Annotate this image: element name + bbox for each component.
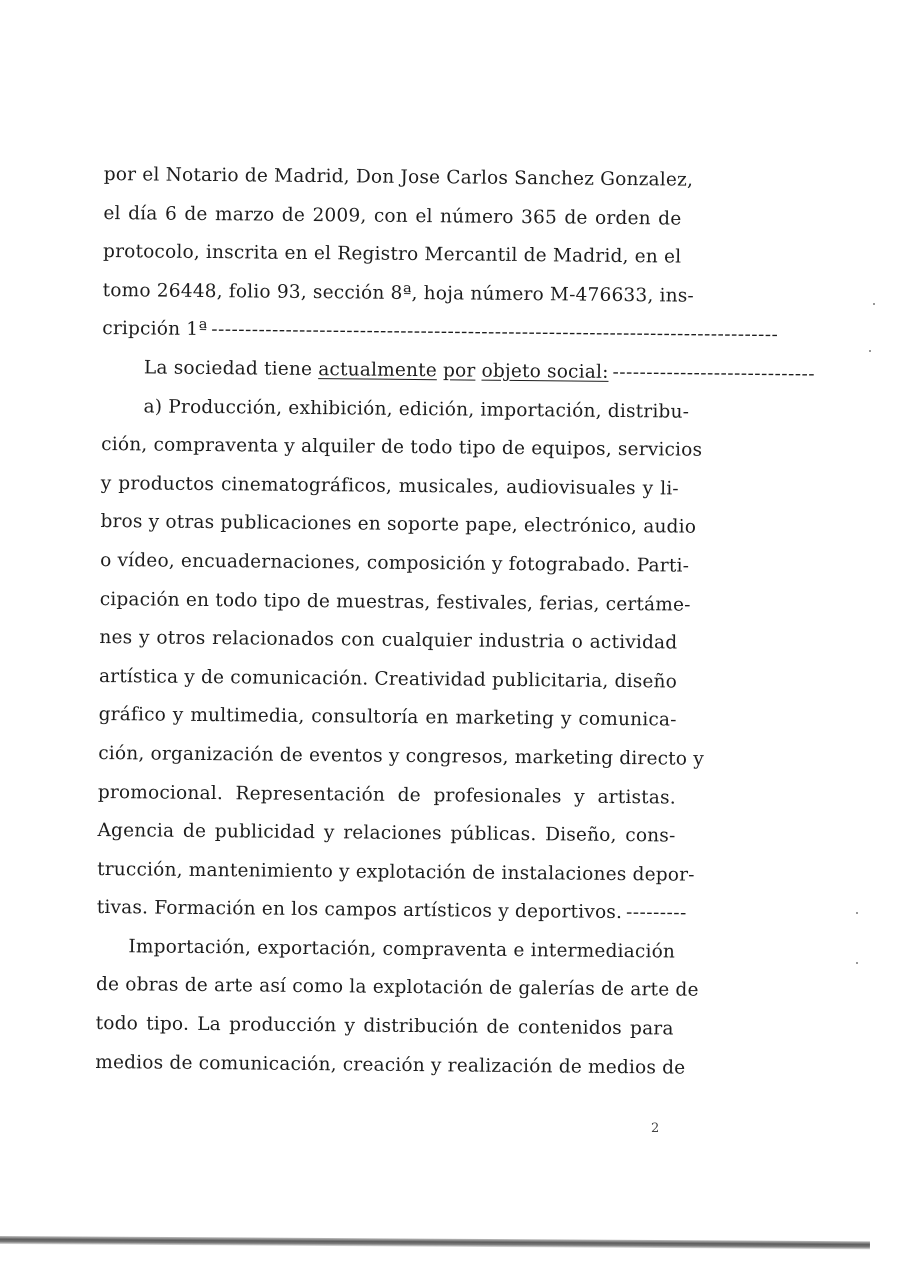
paragraph-a-line-12: Agencia de publicidad y relaciones públicas. Diseño, cons- xyxy=(97,820,676,847)
document-body xyxy=(95,156,816,1088)
object-intro-line xyxy=(102,349,816,393)
paragraph-a-line-3: y productos cinematográficos, musicales, audiovisuales y li- xyxy=(100,472,679,500)
object-intro-text xyxy=(144,349,609,392)
scan-speck xyxy=(869,350,871,352)
paragraph-a-line-1: a) Producción, exhibición, edición, importación, distribu- xyxy=(143,395,690,423)
paragraph-b-line-3: todo tipo. La producción y distribución de contenidos para xyxy=(95,1013,674,1040)
paragraph-a-line-4: bros y otras publicaciones en soporte pape, electrónico, audio xyxy=(100,511,697,539)
underlined-word-por: por xyxy=(442,360,476,382)
dash-filler: ------------------------------ xyxy=(612,361,816,385)
dash-filler: --------- xyxy=(626,902,687,924)
text-line-5 xyxy=(102,310,779,354)
paragraph-a-line-7: nes y otros relacionados con cualquier industria o actividad xyxy=(99,627,678,654)
scan-speck xyxy=(856,962,858,964)
paragraph-b-line-1: Importación, exportación, compraventa e intermediación xyxy=(128,936,676,963)
scan-speck xyxy=(873,303,875,305)
paragraph-a-line-11: promocional. Representación de profesionales y artistas. xyxy=(97,781,676,809)
paragraph-a-line-13: trucción, mantenimiento y explotación de instalaciones depor- xyxy=(97,858,695,886)
paragraph-b-line-2: de obras de arte así como la explotación de galerías de arte de xyxy=(95,974,699,1002)
inscription-text: cripción 1ª xyxy=(102,318,208,341)
paragraph-a-line-6: cipación en todo tipo de muestras, festivales, ferias, certáme- xyxy=(99,588,691,616)
paragraph-a-line-2: ción, compraventa y alquiler de todo tipo de equipos, servicios xyxy=(101,434,703,461)
scan-bottom-edge xyxy=(0,1236,870,1249)
scan-speck xyxy=(856,912,858,914)
paragraph-a-line-5: o vídeo, encuadernaciones, composición y fotograbado. Parti- xyxy=(100,549,690,577)
object-intro-prefix: La sociedad tiene xyxy=(143,357,319,381)
text-line-2: el día 6 de marzo de 2009, con el número 365 de orden de xyxy=(103,202,682,230)
text-line-4: tomo 26448, folio 93, sección 8ª, hoja número M-476633, ins- xyxy=(102,279,695,307)
paragraph-a-line-9: gráfico y multimedia, consultoría en marketing y comunica- xyxy=(98,704,677,731)
dash-filler: ------------------------------------------------------------------------------------ xyxy=(211,319,779,346)
paragraph-a-line-10: ción, organización de eventos y congresos, marketing directo y xyxy=(98,742,705,770)
underlined-word-actualmente: actualmente xyxy=(318,359,438,382)
paragraph-a-line-14 xyxy=(96,889,687,933)
paragraph-a-line-8: artística y de comunicación. Creatividad publicitaria, diseño xyxy=(98,665,678,693)
page-number: 2 xyxy=(651,1121,660,1136)
text-line-3: protocolo, inscrita en el Registro Mercantil de Madrid, en el xyxy=(102,241,682,268)
text-line-1: por el Notario de Madrid, Don Jose Carlos Sanchez Gonzalez, xyxy=(103,163,694,191)
paragraph-a-last-text: tivas. Formación en los campos artísticos y deportivos. xyxy=(96,897,623,924)
paragraph-b-line-4: medios de comunicación, creación y realización de medios de xyxy=(95,1051,686,1079)
underlined-word-objeto-social: objeto social: xyxy=(481,360,609,383)
